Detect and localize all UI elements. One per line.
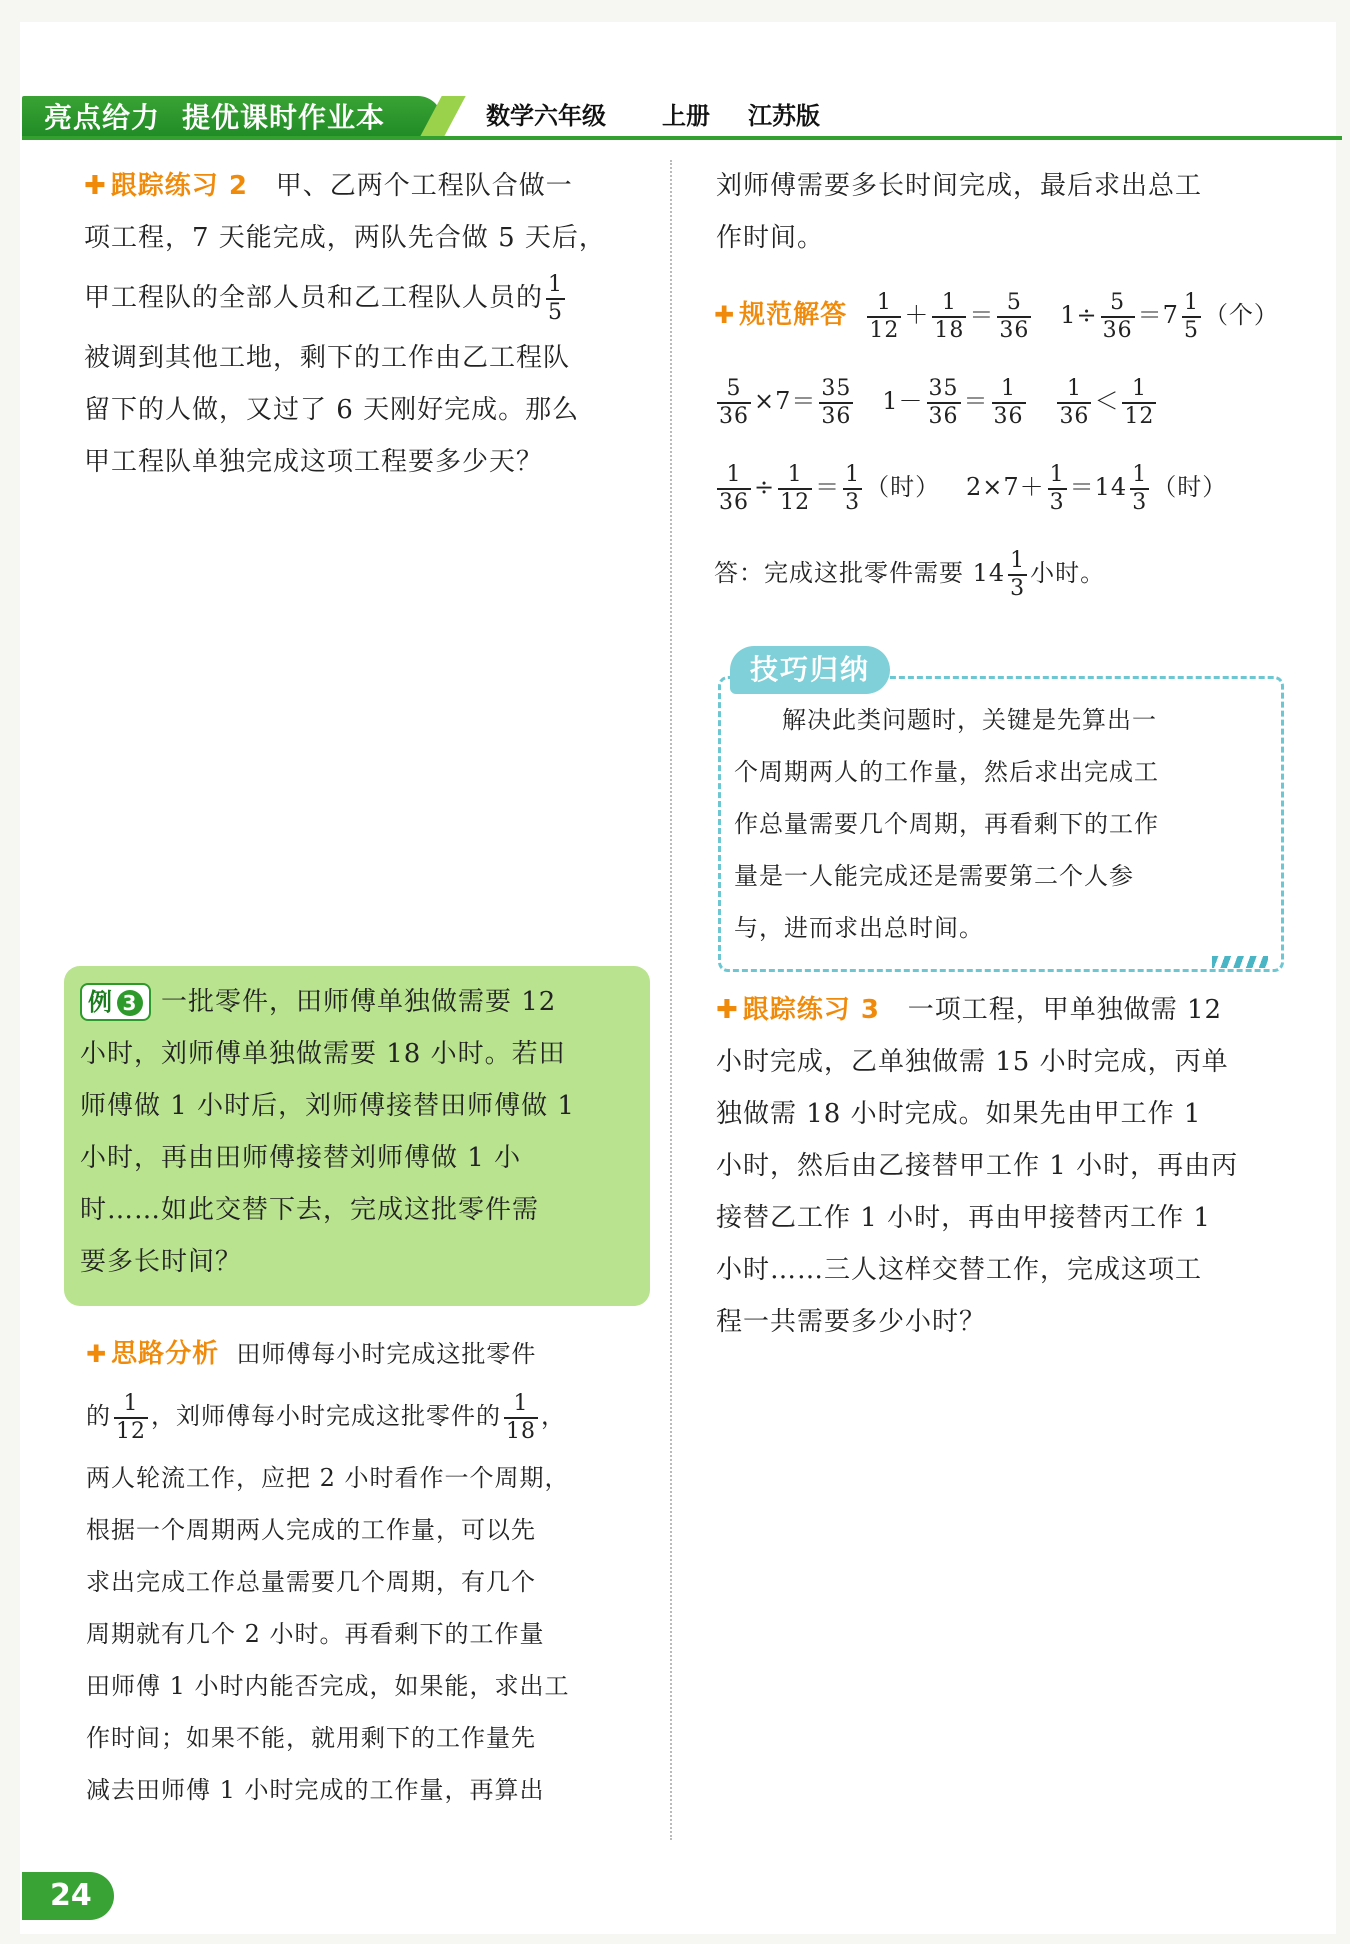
fraction: $\frac{1}{3}$	[1132, 461, 1148, 515]
fraction-denominator: 12	[116, 1418, 146, 1444]
header-book-title	[44, 100, 385, 136]
header-edition: 江苏版	[748, 102, 820, 130]
text-line: 甲工程队单独完成这项工程要多少天？	[84, 447, 544, 477]
example-3-text	[80, 976, 640, 1288]
fraction: $\frac{1}{3}$	[1049, 461, 1065, 515]
text-line: 一批零件，田师傅单独做需要 12	[161, 987, 557, 1017]
tips-text	[734, 694, 1270, 954]
column-divider	[670, 160, 672, 1840]
fraction: $\frac{1}{12}$	[780, 461, 811, 515]
plus-icon: ✚	[714, 301, 736, 329]
analysis	[86, 1328, 656, 1816]
text-line: 作时间。	[716, 223, 825, 253]
fraction-denominator: 18	[506, 1418, 536, 1444]
text-line: 独做需 18 小时完成。如果先由甲工作 1	[716, 1099, 1202, 1129]
fraction: $\frac{1}{12}$	[869, 289, 900, 343]
text-line: 根据一个周期两人完成的工作量，可以先	[86, 1516, 536, 1544]
track-practice-3-label: 跟踪练习 3	[742, 995, 880, 1025]
text-line: 接替乙工作 1 小时，再由甲接替丙工作 1	[716, 1203, 1211, 1233]
fraction: $\frac{1}{3}$	[845, 461, 861, 515]
page-number: 24	[50, 1878, 92, 1913]
text-line: 被调到其他工地，剩下的工作由乙工程队	[84, 343, 571, 373]
fraction	[114, 1391, 148, 1445]
plus-icon: ✚	[86, 1340, 108, 1368]
text-line: 时……如此交替下去，完成这批零件需	[80, 1195, 540, 1225]
text-line: ，刘师傅每小时完成这批零件的	[151, 1402, 501, 1430]
text-line: 解决此类问题时，关键是先算出一	[782, 706, 1157, 734]
text-line: 师傅做 1 小时后，刘师傅接替田师傅做 1	[80, 1091, 575, 1121]
fraction-denominator: 5	[548, 300, 564, 325]
text-line: 要多长时间？	[80, 1247, 243, 1277]
fraction: $\frac{35}{36}$	[928, 375, 959, 429]
text-line: 的	[86, 1402, 111, 1430]
fraction	[546, 272, 565, 326]
analysis-continued	[716, 160, 1296, 264]
tips-stripes-decoration	[1212, 956, 1268, 968]
text-line: 项工程，7 天能完成，两队先合做 5 天后，	[84, 223, 606, 253]
fraction: $\frac{1}{3}$	[1010, 547, 1026, 601]
track-practice-2-label: 跟踪练习 2	[110, 171, 248, 201]
text-line: 程一共需要多少小时？	[716, 1307, 987, 1337]
fraction-numerator: 1	[114, 1391, 148, 1419]
fraction: $\frac{1}{36}$	[719, 461, 749, 515]
fraction: $\frac{1}{18}$	[934, 289, 965, 343]
text-line: 求出完成工作总量需要几个周期，有几个	[86, 1568, 536, 1596]
text-line: 留下的人做，又过了 6 天刚好完成。那么	[84, 395, 580, 425]
text-line: 甲、乙两个工程队合做一	[275, 171, 573, 201]
answer-text: 答：完成这批零件需要 14	[714, 559, 1006, 587]
series-title: 亮点给力	[44, 101, 161, 134]
text-line: 两人轮流工作，应把 2 小时看作一个周期，	[86, 1464, 570, 1492]
fraction: $\frac{1}{12}$	[1124, 375, 1155, 429]
answer-unit: 小时。	[1030, 559, 1106, 587]
plus-icon: ✚	[84, 171, 107, 201]
fraction: $\frac{5}{36}$	[999, 289, 1030, 343]
solution: ✚ 规范解答 $\frac{1}{12}$ ＋ $\frac{1}{18}$ ＝ $\frac{5}{36}$ 1÷ $\frac{5}{36}$ ＝7 $\frac{1}{5}$ （个） $\frac{5}{36}$ ×7＝ $\frac{35}{36}$ 1－ $\frac{35}{36}$ ＝ $\frac{1}{36}$ $\frac{1}{36}$ ＜ $\frac{1}{12}$ $\frac{1}{36}$ ÷ $\frac{1}{12}$ ＝ $\frac{1}{3}$ （时） 2×7＋ $\frac{1}{3}$ ＝14 $\frac{1}{3}$ （时） 答：完成这批零件需要 14 $\frac{1}{3}$ 小时。	[714, 289, 1279, 601]
fraction: $\frac{1}{36}$	[993, 375, 1024, 429]
plus-icon: ✚	[716, 995, 739, 1025]
text-line: 一项工程，甲单独做需 12	[907, 995, 1223, 1025]
text-line: 甲工程队的全部人员和乙工程队人员的	[84, 283, 544, 313]
solution-label: 规范解答	[739, 300, 848, 330]
text-line: 小时，刘师傅单独做需要 18 小时。若田	[80, 1039, 566, 1069]
header-rule	[22, 136, 1342, 140]
text-line: 量是一人能完成还是需要第二个人参	[734, 862, 1134, 890]
example-tag	[80, 983, 151, 1021]
text-line: 减去田师傅 1 小时完成的工作量，再算出	[86, 1776, 545, 1804]
unit-text: （时）	[865, 473, 941, 501]
text-line: 小时，然后由乙接替甲工作 1 小时，再由丙	[716, 1151, 1239, 1181]
text-line: 作时间；如果不能，就用剩下的工作量先	[86, 1724, 536, 1752]
text-line: 周期就有几个 2 小时。再看剩下的工作量	[86, 1620, 545, 1648]
text-line: 小时完成，乙单独做需 15 小时完成，丙单	[716, 1047, 1229, 1077]
unit-text: （个）	[1203, 301, 1279, 329]
fraction: $\frac{5}{36}$	[719, 375, 749, 429]
text-line: 与，进而求出总时间。	[734, 914, 984, 942]
example-number: 3	[117, 990, 143, 1016]
text-line: 小时……三人这样交替工作，完成这项工	[716, 1255, 1203, 1285]
header-subject-grade: 数学六年级	[486, 102, 606, 130]
book-title: 提优课时作业本	[182, 101, 386, 134]
text-line: 刘师傅需要多长时间完成，最后求出总工	[716, 171, 1203, 201]
fraction-numerator: 1	[546, 272, 565, 300]
fraction: $\frac{5}{36}$	[1102, 289, 1133, 343]
fraction: $\frac{1}{5}$	[1183, 289, 1199, 343]
fraction: $\frac{35}{36}$	[821, 375, 852, 429]
text-line: 作总量需要几个周期，再看剩下的工作	[734, 810, 1159, 838]
unit-text: （时）	[1152, 473, 1228, 501]
fraction	[504, 1391, 538, 1445]
text-line: 小时，再由田师傅接替刘师傅做 1 小	[80, 1143, 522, 1173]
text-line: ，	[541, 1402, 566, 1430]
text-line: 个周期两人的工作量，然后求出完成工	[734, 758, 1159, 786]
track-practice-3	[716, 984, 1306, 1348]
header-volume: 上册	[662, 102, 710, 130]
track-practice-2	[84, 160, 654, 488]
text-line: 田师傅 1 小时内能否完成，如果能，求出工	[86, 1672, 570, 1700]
fraction-numerator: 1	[504, 1391, 538, 1419]
analysis-label: 思路分析	[111, 1339, 220, 1369]
text-line: 田师傅每小时完成这批零件	[236, 1340, 537, 1368]
tips-title: 技巧归纳	[730, 646, 890, 694]
fraction: $\frac{1}{36}$	[1059, 375, 1090, 429]
example-tag-label: 例	[88, 988, 113, 1016]
